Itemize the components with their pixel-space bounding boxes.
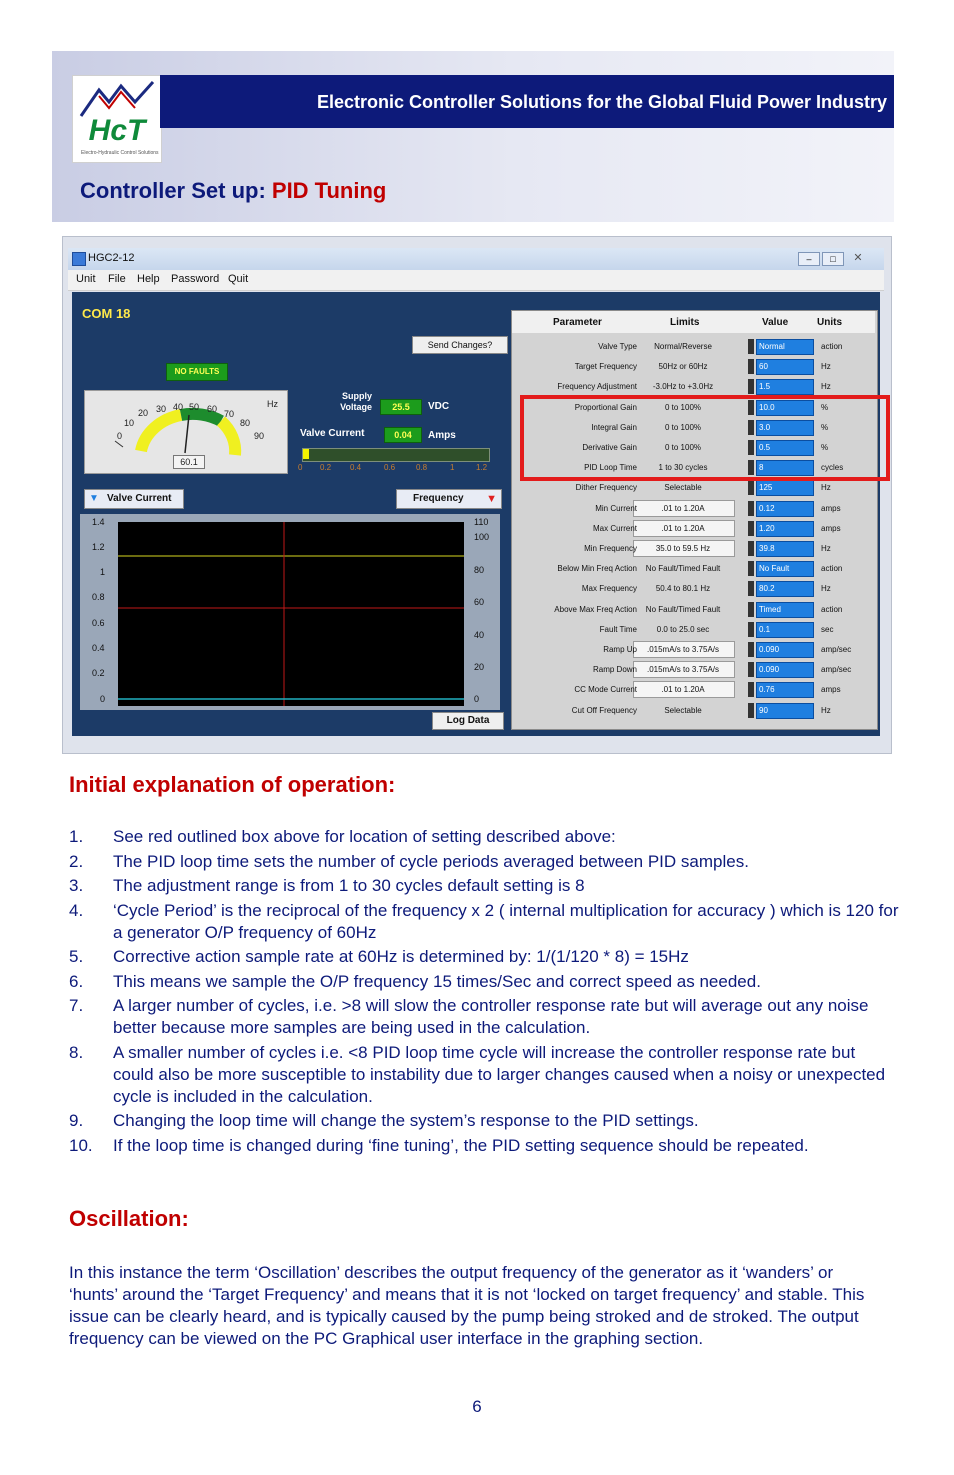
list-item (69, 1135, 899, 1157)
spinner-icon[interactable] (748, 622, 754, 637)
spinner-icon[interactable] (748, 642, 754, 657)
parameter-name: Fault Time (599, 625, 637, 634)
parameter-units: % (821, 403, 829, 412)
tagline-band (160, 75, 894, 128)
list-item (69, 1042, 899, 1108)
parameter-limits: Selectable (664, 483, 702, 492)
menu-help[interactable]: Help (137, 273, 160, 285)
parameter-table-header: Parameter Limits Value Units (512, 311, 875, 333)
logo-subtext: Electro-Hydraulic Control Solutions (81, 150, 159, 156)
parameter-name: CC Mode Current (574, 685, 637, 694)
list-item (69, 826, 899, 848)
valve-current-selector[interactable]: ▼ Valve Current (84, 489, 184, 509)
parameter-limits: No Fault/Timed Fault (645, 564, 721, 573)
list-text: ‘Cycle Period’ is the reciprocal of the frequency x 2 ( internal multiplication for accuracy ) which is 120 for a generator O/P frequency of 60Hz (113, 900, 899, 942)
parameter-value-input[interactable]: 1.20 (756, 521, 814, 537)
frequency-gauge: 0 10 20 30 40 50 60 70 80 90 Hz 60.1 (84, 390, 288, 474)
parameter-units: Hz (821, 483, 831, 492)
list-number: 5. (69, 947, 84, 966)
list-text: A larger number of cycles, i.e. >8 will slow the controller response rate but will average out any noise better because more samples are being used in the calculation. (113, 996, 869, 1037)
spinner-icon[interactable] (748, 561, 754, 576)
tagline: Electronic Controller Solutions for the Global Fluid Power Industry (316, 92, 887, 112)
parameter-units: Hz (821, 362, 831, 371)
parameter-row (512, 659, 875, 679)
menu-password[interactable]: Password (171, 273, 220, 285)
valve-current-label: Valve Current (300, 428, 365, 439)
data-graph: 1.4 1.2 1 0.8 0.6 0.4 0.2 0 110 100 80 60 40 20 0 (80, 514, 500, 710)
parameter-name: Above Max Freq Action (554, 605, 637, 614)
spinner-icon[interactable] (748, 359, 754, 374)
parameter-value-input[interactable]: 39.8 (756, 541, 814, 557)
parameter-name: Min Current (595, 504, 637, 513)
fault-status-indicator: NO FAULTS (166, 363, 228, 381)
window-titlebar (68, 248, 884, 270)
operation-list (69, 826, 899, 1159)
parameter-units: Hz (821, 544, 831, 553)
parameter-value-input[interactable]: 0.5 (756, 440, 814, 456)
frequency-selector[interactable]: Frequency ▼ (396, 489, 502, 509)
list-number: 6. (69, 971, 84, 991)
parameter-units: amps (821, 685, 841, 694)
valve-current-unit: Amps (428, 430, 456, 441)
oscillation-paragraph: In this instance the term ‘Oscillation’ describes the output frequency of the generator as it ‘wanders’ or ‘hunts’ around the ‘Target Frequency’ and means that it is not ‘locked on target frequency’ and stable. This issue can be clearly heard, and is typically caused by the pump being stroked and de stroked. The output frequency can be viewed on the PC Graphical user interface in the graphing section. (69, 1263, 865, 1348)
parameter-units: amp/sec (821, 645, 852, 654)
parameter-row (512, 376, 875, 396)
hct-logo (72, 75, 162, 163)
list-number: 2. (69, 851, 84, 871)
parameter-name: PID Loop Time (584, 463, 637, 472)
spinner-icon[interactable] (748, 682, 754, 697)
parameter-value-input[interactable]: Normal (756, 339, 814, 355)
parameter-name: Max Current (592, 524, 637, 533)
parameter-value-input[interactable]: 8 (756, 460, 814, 476)
parameter-row (512, 639, 875, 659)
parameter-units: sec (821, 625, 834, 634)
parameter-row (512, 599, 875, 619)
parameter-value-input[interactable]: 10.0 (756, 400, 814, 416)
parameter-value-input[interactable]: 0.090 (756, 642, 814, 658)
list-text: The adjustment range is from 1 to 30 cycles default setting is 8 (113, 876, 585, 895)
page-number: 6 (472, 1397, 482, 1416)
parameter-units: amps (821, 504, 841, 513)
list-item (69, 995, 899, 1039)
supply-voltage-label: Supply Voltage (340, 391, 372, 412)
spinner-icon[interactable] (748, 339, 754, 354)
parameter-value-input[interactable]: 125 (756, 480, 814, 496)
spinner-icon[interactable] (748, 480, 754, 495)
parameter-units: % (821, 443, 829, 452)
chevron-down-icon: ▼ (89, 493, 99, 504)
spinner-icon[interactable] (748, 581, 754, 596)
parameter-name: Frequency Adjustment (557, 382, 637, 391)
logo-text: HcT (88, 114, 146, 147)
list-number: 8. (69, 1042, 84, 1062)
parameter-units: amps (821, 524, 841, 533)
parameter-limits: Selectable (664, 706, 702, 715)
section-heading-oscillation: Oscillation: (69, 1206, 189, 1231)
menu-quit[interactable]: Quit (228, 273, 249, 285)
section-heading-operation: Initial explanation of operation: (69, 772, 396, 797)
parameter-units: Hz (821, 584, 831, 593)
supply-voltage-unit: VDC (428, 401, 450, 412)
list-item (69, 1110, 899, 1132)
parameter-name: Derivative Gain (582, 443, 637, 452)
parameter-limits: -3.0Hz to +3.0Hz (652, 382, 714, 391)
parameter-name: Integral Gain (591, 423, 637, 432)
list-item (69, 875, 899, 897)
parameter-name: Cut Off Frequency (571, 706, 637, 715)
close-icon[interactable]: ✕ (853, 252, 863, 264)
parameter-row (512, 700, 875, 720)
send-changes-button[interactable]: Send Changes? (412, 336, 508, 354)
list-text: Changing the loop time will change the system’s response to the PID settings. (113, 1111, 699, 1130)
parameter-units: Hz (821, 706, 831, 715)
parameter-limits: 35.0 to 59.5 Hz (655, 544, 711, 553)
parameter-limits: .01 to 1.20A (661, 504, 705, 513)
parameter-value-input[interactable]: 0.76 (756, 682, 814, 698)
list-text: See red outlined box above for location of setting described above: (113, 827, 616, 846)
list-number: 10. (69, 1135, 93, 1155)
log-data-button[interactable]: Log Data (432, 712, 504, 730)
supply-voltage-value: 25.5 (380, 399, 422, 415)
menu-bar (68, 270, 884, 291)
app-icon (72, 252, 86, 266)
highlight-box (520, 395, 890, 481)
spinner-icon[interactable] (748, 662, 754, 677)
title-highlight: PID Tuning (271, 178, 387, 203)
current-bar-fill (303, 449, 309, 459)
parameter-value-input[interactable]: 60 (756, 359, 814, 375)
parameter-name: Ramp Down (592, 665, 637, 674)
parameter-units: amp/sec (821, 665, 852, 674)
list-number: 1. (69, 827, 84, 846)
parameter-limits: 1 to 30 cycles (658, 463, 708, 472)
parameter-units: cycles (821, 463, 844, 472)
parameter-name: Proportional Gain (574, 403, 637, 412)
spinner-icon[interactable] (748, 501, 754, 516)
maximize-icon[interactable]: □ (822, 252, 844, 266)
spinner-icon[interactable] (748, 602, 754, 617)
com-port-label: COM 18 (82, 306, 131, 321)
parameter-limits: .015mA/s to 3.75A/s (646, 665, 720, 674)
valve-current-value: 0.04 (384, 427, 422, 443)
list-number: 9. (69, 1111, 84, 1130)
spinner-icon[interactable] (748, 703, 754, 718)
minimize-icon[interactable]: – (798, 252, 820, 266)
parameter-row (512, 538, 875, 558)
parameter-limits: 0 to 100% (664, 443, 702, 452)
parameter-limits: 0.0 to 25.0 sec (656, 625, 710, 634)
list-item (69, 851, 899, 873)
parameter-value-input[interactable]: No Fault (756, 561, 814, 577)
list-number: 7. (69, 996, 84, 1015)
list-item (69, 900, 899, 944)
parameter-limits: 50.4 to 80.1 Hz (655, 584, 711, 593)
spinner-icon[interactable] (748, 541, 754, 556)
parameter-limits: Normal/Reverse (654, 342, 712, 351)
parameter-limits: 50Hz or 60Hz (658, 362, 708, 371)
graph-plot-area (118, 522, 464, 706)
parameter-limits: 0 to 100% (664, 403, 702, 412)
page-title: Controller Set up: PID Tuning (80, 178, 387, 203)
parameter-row (512, 356, 875, 376)
parameter-units: action (821, 342, 843, 351)
spinner-icon[interactable] (748, 379, 754, 394)
list-text: A smaller number of cycles i.e. <8 PID loop time cycle will increase the controller response rate but could also be more susceptible to instability due to larger changes caused when a noisy or unexpected cycle is included in the calculation. (113, 1042, 886, 1106)
parameter-limits: .01 to 1.20A (661, 685, 705, 694)
gauge-unit: Hz (267, 399, 278, 409)
parameter-value-input[interactable]: 0.090 (756, 662, 814, 678)
parameter-row (512, 578, 875, 598)
parameter-units: Hz (821, 382, 831, 391)
parameter-name: Ramp Up (603, 645, 637, 654)
list-text: This means we sample the O/P frequency 15 times/Sec and correct speed as needed. (113, 971, 761, 991)
current-bar-graph (302, 448, 490, 462)
parameter-value-input[interactable]: 3.0 (756, 420, 814, 436)
gauge-reading: 60.1 (173, 455, 205, 469)
parameter-name: Below Min Freq Action (557, 564, 637, 573)
parameter-name: Min Frequency (584, 544, 637, 553)
parameter-units: action (821, 564, 843, 573)
parameter-value-input[interactable]: Timed (756, 602, 814, 618)
list-text: Corrective action sample rate at 60Hz is determined by: 1/(1/120 * 8) = 15Hz (113, 947, 689, 966)
parameter-value-input[interactable]: 0.12 (756, 501, 814, 517)
parameter-units: % (821, 423, 829, 432)
parameter-units: action (821, 605, 843, 614)
parameter-row (512, 558, 875, 578)
parameter-name: Dither Frequency (575, 483, 637, 492)
list-number: 4. (69, 900, 84, 920)
parameter-value-input[interactable]: 80.2 (756, 581, 814, 597)
parameter-limits: .015mA/s to 3.75A/s (646, 645, 720, 654)
window-title: HGC2-12 (88, 252, 135, 264)
parameter-limits: No Fault/Timed Fault (645, 605, 721, 614)
parameter-row (512, 518, 875, 538)
parameter-name: Max Frequency (581, 584, 637, 593)
chevron-down-icon: ▼ (486, 493, 497, 505)
menu-unit[interactable]: Unit (76, 273, 96, 285)
parameter-row (512, 498, 875, 518)
parameter-limits: .01 to 1.20A (661, 524, 705, 533)
list-item (69, 946, 899, 968)
parameter-value-input[interactable]: 90 (756, 703, 814, 719)
parameter-value-input[interactable]: 1.5 (756, 379, 814, 395)
parameter-name: Valve Type (598, 342, 637, 351)
parameter-row (512, 679, 875, 699)
parameter-value-input[interactable]: 0.1 (756, 622, 814, 638)
spinner-icon[interactable] (748, 521, 754, 536)
parameter-name: Target Frequency (574, 362, 637, 371)
list-text: The PID loop time sets the number of cycle periods averaged between PID samples. (113, 851, 749, 871)
parameter-row (512, 619, 875, 639)
parameter-row (512, 336, 875, 356)
parameter-limits: 0 to 100% (664, 423, 702, 432)
menu-file[interactable]: File (108, 273, 126, 285)
gauge-needle (185, 415, 189, 453)
list-text: If the loop time is changed during ‘fine tuning’, the PID setting sequence should be repeated. (113, 1135, 809, 1155)
list-item (69, 971, 899, 993)
list-number: 3. (69, 876, 84, 895)
